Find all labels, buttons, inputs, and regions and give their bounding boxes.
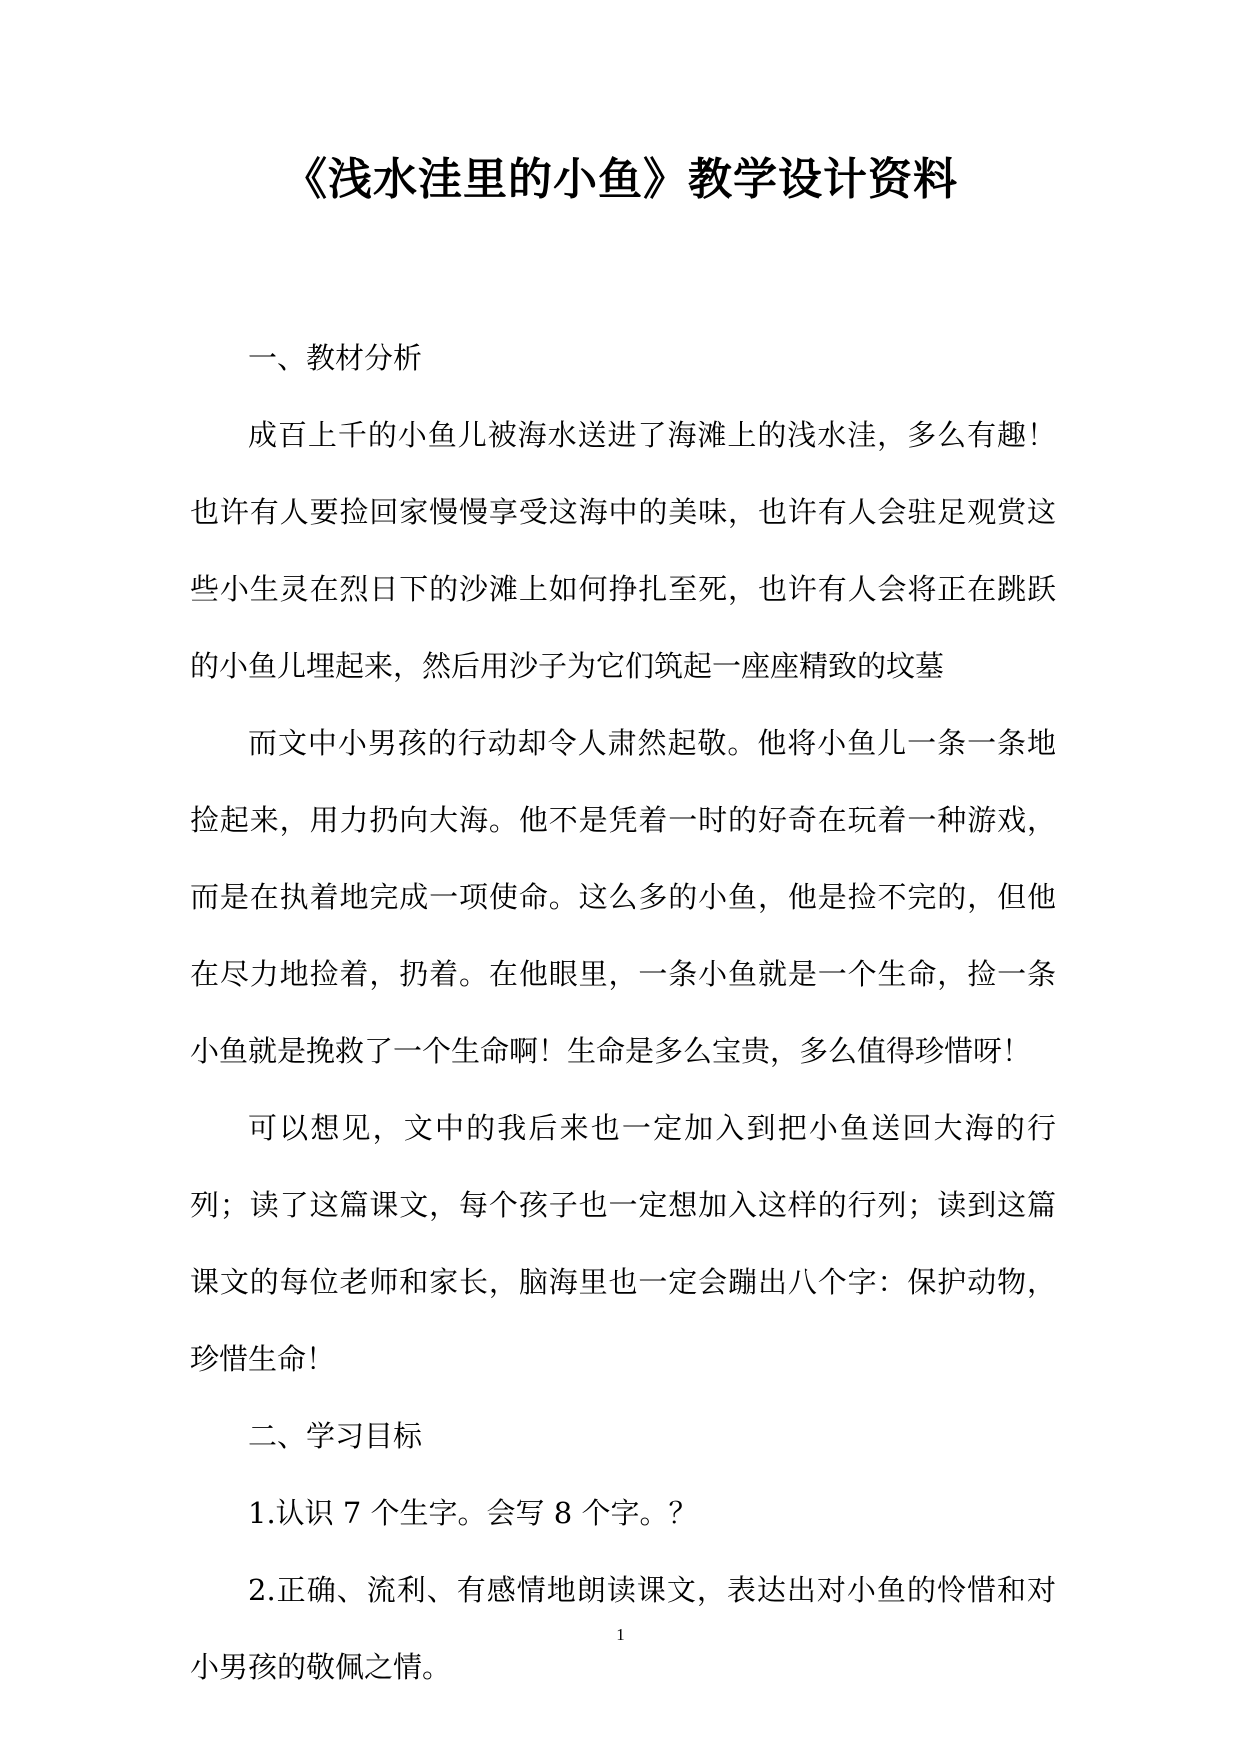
document-title: 《浅水洼里的小鱼》教学设计资料 <box>283 154 958 205</box>
section-heading-textbook-analysis: 一、教材分析 <box>248 341 423 375</box>
paragraph: 成百上千的小鱼儿被海水送进了海滩上的浅水洼，多么有趣！也许有人要捡回家慢慢享受这海中的美味，也许有人会驻足观赏这些小生灵在烈日下的沙滩上如何挣扎至死，也许有人会将正在跳跃的小鱼儿埋起来，然后用沙子为它们筑起一座座精致的坟墓 <box>190 418 1056 683</box>
list-item: 1.认识 7 个生字。会写 8 个字。？ <box>248 1496 698 1530</box>
paragraph: 而文中小男孩的行动却令人肃然起敬。他将小鱼儿一条一条地捡起来，用力扔向大海。他不是凭着一时的好奇在玩着一种游戏，而是在执着地完成一项使命。这么多的小鱼，他是捡不完的，但他在尽力地捡着，扔着。在他眼里，一条小鱼就是一个生命，捡一条小鱼就是挽救了一个生命啊！生命是多么宝贵，多么值得珍惜呀！ <box>190 726 1056 1068</box>
page-number: 1 <box>616 1625 625 1644</box>
list-item: 2.正确、流利、有感情地朗读课文，表达出对小鱼的怜惜和对小男孩的敬佩之情。 <box>190 1573 1056 1684</box>
document-body <box>190 320 1056 1706</box>
section-heading-learning-goals: 二、学习目标 <box>248 1419 423 1453</box>
paragraph: 可以想见，文中的我后来也一定加入到把小鱼送回大海的行列；读了这篇课文，每个孩子也一定想加入这样的行列；读到这篇课文的每位老师和家长，脑海里也一定会蹦出八个字：保护动物，珍惜生命！ <box>190 1111 1056 1376</box>
